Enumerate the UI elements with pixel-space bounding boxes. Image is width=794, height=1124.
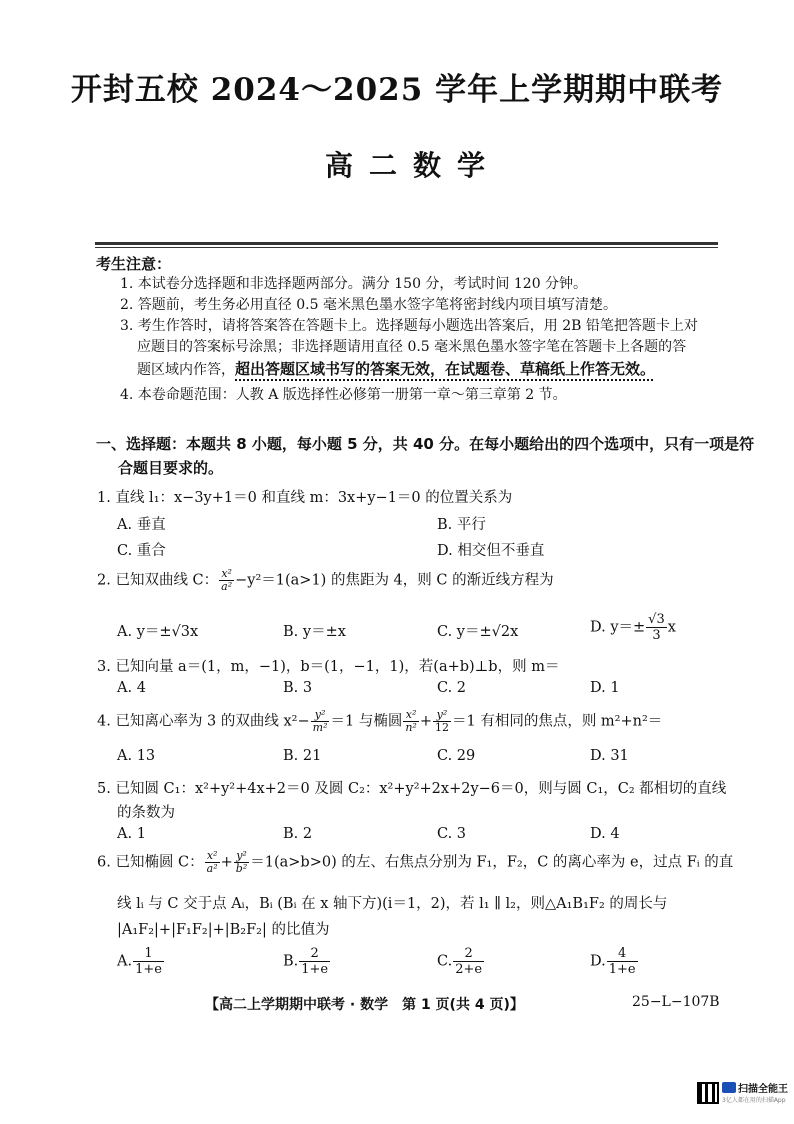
subject-title: 高二数学 <box>324 149 501 182</box>
q6-b-den: 1+e <box>301 962 329 977</box>
q2-d-num: √3 <box>648 612 665 627</box>
q4-option-d: D. 31 <box>590 748 629 764</box>
q1-option-d: D. 相交但不垂直 <box>437 543 545 559</box>
q5-option-d: D. 4 <box>590 826 620 842</box>
q4-f2-den: n² <box>405 721 417 734</box>
q5-option-a: A. 1 <box>117 826 146 842</box>
q4-frac-1 <box>311 709 330 734</box>
q4-f1-num: y² <box>311 709 330 722</box>
q6-option-c <box>437 946 485 977</box>
q6-f2-den: b² <box>235 862 248 875</box>
q6-a-num: 1 <box>133 946 164 962</box>
notice-item-2: 2. 答题前，考生务必用直径 0.5 毫米黑色墨水签字笔将密封线内项目填写清楚。 <box>120 297 617 313</box>
notice-heading: 考生注意： <box>96 255 172 273</box>
notice-item-3-tail: 题区域内作答， <box>137 362 235 378</box>
q2-d-den: 3 <box>652 628 661 643</box>
q3-option-a: A. 4 <box>117 680 146 696</box>
q3-option-b: B. 3 <box>283 680 313 696</box>
q6-plus: + <box>220 854 233 871</box>
q2-option-c: C. y＝±√2x <box>437 624 519 640</box>
q4-f1-den: m² <box>312 721 328 734</box>
notice-item-3-cont2 <box>137 359 655 380</box>
q4-f3-num: y² <box>433 709 451 722</box>
q4-option-c: C. 29 <box>437 748 476 764</box>
q6-f2-num: y² <box>234 850 249 863</box>
q6-a-label: A. <box>117 953 133 970</box>
q2-frac-den: a² <box>221 580 233 593</box>
exam-code: 25−L−107B <box>632 994 720 1010</box>
q4-mid: ＝1 与椭圆 <box>330 713 403 730</box>
section-heading: 一、选择题：本题共 8 小题，每小题 5 分，共 40 分。在每小题给出的四个选项中，只有一项是符 <box>96 435 755 453</box>
divider-thick <box>95 242 718 245</box>
q6-option-a <box>117 946 165 977</box>
q6-a-den: 1+e <box>135 962 162 977</box>
question-1-stem: 1. 直线 l₁：x−3y+1＝0 和直线 m：3x+y−1＝0 的位置关系为 <box>97 490 513 506</box>
q6-f1-num: x² <box>205 850 220 863</box>
q2-frac-num: x² <box>219 568 234 581</box>
q2-d-post: x <box>667 619 676 636</box>
question-4-stem <box>97 709 662 734</box>
qr-code-icon <box>697 1082 719 1104</box>
q2-option-a: A. y＝±√3x <box>117 624 199 640</box>
question-2-stem <box>97 568 554 593</box>
question-6-line-2: 线 lᵢ 与 C 交于点 Aᵢ，Bᵢ (Bᵢ 在 x 轴下方)(i＝1，2)，若 l₁ ∥ l₂，则△A₁B₁F₂ 的周长与 <box>117 896 668 912</box>
divider-thin <box>95 247 718 248</box>
q6-option-b <box>283 946 331 977</box>
q4-f3-den: 12 <box>434 721 449 734</box>
q6-c-label: C. <box>437 953 453 970</box>
q6-d-num: 4 <box>607 946 638 962</box>
q6-d-den: 1+e <box>608 962 636 977</box>
q2-stem-pre: 2. 已知双曲线 C： <box>97 572 219 589</box>
notice-item-3: 3. 考生作答时，请将答案答在答题卡上。选择题每小题选出答案后，用 2B 铅笔把答题卡上对 <box>120 318 698 334</box>
q6-b-num: 2 <box>299 946 330 962</box>
q6-pre: 6. 已知椭圆 C： <box>97 854 204 871</box>
q6-post: ＝1(a>b>0) 的左、右焦点分别为 F₁，F₂，C 的离心率为 e，过点 Fᵢ 的直 <box>250 854 734 871</box>
q4-plus: + <box>419 713 432 730</box>
q6-c-num: 2 <box>453 946 484 962</box>
exam-title: 开封五校 2024～2025 学年上学期期中联考 <box>70 72 724 108</box>
q6-frac-2 <box>234 850 249 875</box>
q4-f2-num: x² <box>403 709 419 722</box>
q4-post: ＝1 有相同的焦点，则 m²+n²＝ <box>451 713 663 730</box>
question-5-stem: 5. 已知圆 C₁：x²+y²+4x+2＝0 及圆 C₂：x²+y²+2x+2y−6＝0，则与圆 C₁，C₂ 都相切的直线 <box>97 781 727 797</box>
question-6-stem <box>97 850 733 875</box>
q6-b-fraction <box>299 946 330 977</box>
q6-d-label: D. <box>590 953 606 970</box>
question-3-stem: 3. 已知向量 a＝(1，m，−1)，b＝(1，−1，1)，若(a+b)⊥b，则 m＝ <box>97 659 560 675</box>
q6-option-d <box>590 946 639 977</box>
q2-d-fraction <box>646 612 667 643</box>
q2-fraction <box>219 568 234 593</box>
cs-logo-icon <box>722 1082 736 1093</box>
question-6-line-3: |A₁F₂|+|F₁F₂|+|B₂F₂| 的比值为 <box>117 922 330 938</box>
q6-d-fraction <box>607 946 638 977</box>
q1-option-a: A. 垂直 <box>117 517 166 533</box>
q4-pre: 4. 已知离心率为 3 的双曲线 x²− <box>97 713 310 730</box>
q6-frac-1 <box>205 850 220 875</box>
q6-c-fraction <box>453 946 484 977</box>
q2-d-pre: D. y＝± <box>590 619 646 636</box>
q1-option-b: B. 平行 <box>437 517 486 533</box>
q3-option-c: C. 2 <box>437 680 467 696</box>
q5-option-b: B. 2 <box>283 826 313 842</box>
q5-option-c: C. 3 <box>437 826 467 842</box>
scanner-brand: 扫描全能王 <box>738 1084 788 1095</box>
question-5-stem-cont: 的条数为 <box>117 805 175 821</box>
q2-option-b: B. y＝±x <box>283 624 346 640</box>
q2-stem-post: −y²＝1(a>1) 的焦距为 4，则 C 的渐近线方程为 <box>235 572 554 589</box>
notice-emphasis: 超出答题区域书写的答案无效，在试题卷、草稿纸上作答无效。 <box>235 360 656 378</box>
q4-frac-3 <box>433 709 451 734</box>
q4-frac-2 <box>403 709 419 734</box>
q4-option-b: B. 21 <box>283 748 322 764</box>
q6-b-label: B. <box>283 953 299 970</box>
page-footer: 【高二上学期期中联考 · 数学 第 1 页(共 4 页)】 <box>205 997 524 1013</box>
q2-option-d <box>590 612 676 643</box>
q6-c-den: 2+e <box>455 962 483 977</box>
notice-item-4: 4. 本卷命题范围：人教 A 版选择性必修第一册第一章～第三章第 2 节。 <box>120 387 567 403</box>
q3-option-d: D. 1 <box>590 680 620 696</box>
q4-option-a: A. 13 <box>117 748 156 764</box>
notice-item-3-cont: 应题目的答案标号涂黑；非选择题请用直径 0.5 毫米黑色墨水签字笔在答题卡上各题的答 <box>137 339 687 355</box>
notice-item-1: 1. 本试卷分选择题和非选择题两部分。满分 150 分，考试时间 120 分钟。 <box>120 276 588 292</box>
q6-f1-den: a² <box>206 862 218 875</box>
q1-option-c: C. 重合 <box>117 543 166 559</box>
section-heading-cont: 合题目要求的。 <box>118 459 224 477</box>
q6-a-fraction <box>133 946 164 977</box>
scanner-tagline: 3亿人都在用的扫描App <box>722 1097 786 1104</box>
